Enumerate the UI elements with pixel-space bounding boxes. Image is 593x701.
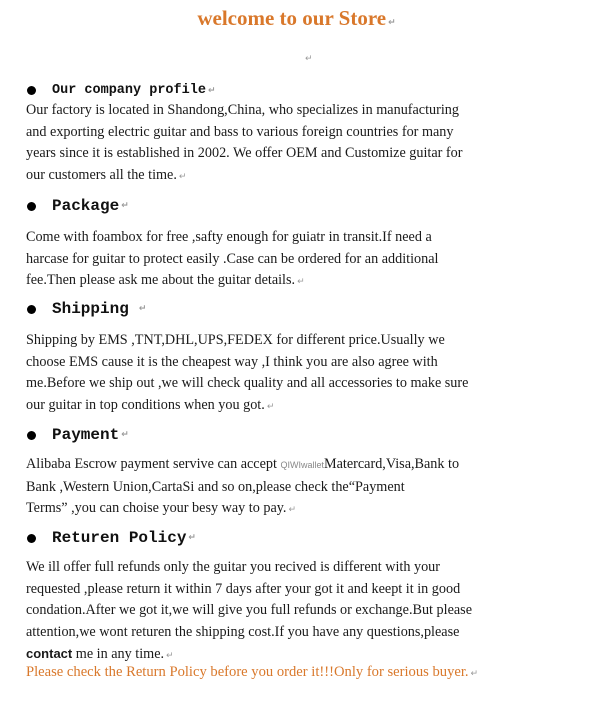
company-profile-paragraph	[26, 100, 588, 188]
paragraph-mark-icon: ↵	[266, 401, 275, 412]
bullet-icon	[27, 202, 36, 211]
bullet-icon	[27, 86, 36, 95]
paragraph-mark-icon: ↵	[288, 505, 297, 515]
paragraph-line-text: fee.Then please ask me about the guitar details.	[26, 272, 296, 288]
bullet-icon	[27, 431, 36, 440]
paragraph-line: Come with foambox for free ,safty enough for guiatr in transit.If need a	[26, 229, 432, 245]
paragraph-line: We ill offer full refunds only the guitar you recived is different with your	[26, 559, 440, 575]
paragraph-line	[26, 165, 588, 189]
payment-paragraph	[26, 454, 588, 522]
paragraph-line-text: our guitar in top conditions when you got.	[26, 396, 265, 413]
paragraph-line: condation.After we got it,we will give you full refunds or exchange.But please	[26, 602, 472, 618]
paragraph-line: Our factory is located in Shandong,China, who specializes in manufacturing	[26, 102, 459, 118]
paragraph-line-text: Alibaba Escrow payment servive can accept	[26, 456, 281, 472]
section-heading-return-policy	[27, 529, 196, 547]
paragraph-mark-icon: ↵	[305, 54, 313, 64]
paragraph-mark-icon: ↵	[121, 201, 129, 211]
paragraph-line-text: Terms” ,you can choise your besy way to pay.	[26, 500, 287, 516]
paragraph-mark-icon: ↵	[388, 18, 396, 28]
paragraph-line	[26, 270, 588, 294]
heading-text: Shipping	[52, 300, 129, 318]
paragraph-mark-icon: ↵	[166, 651, 174, 661]
paragraph-line	[26, 395, 588, 419]
paragraph-line: Shipping by EMS ,TNT,DHL,UPS,FEDEX for different price.Usually we	[26, 332, 445, 348]
paragraph-line: choose EMS cause it is the cheapest way ,I think you are also agree with	[26, 353, 438, 370]
shipping-paragraph	[26, 330, 588, 418]
section-heading-shipping	[27, 300, 146, 318]
paragraph-line: Bank ,Western Union,CartaSi and so on,please check the“Payment	[26, 478, 405, 495]
qiwi-wallet-logo: QIWIwallet	[280, 460, 324, 470]
paragraph-line-text: our customers all the time.	[26, 166, 177, 183]
paragraph-line-text: me in any time.	[72, 646, 165, 662]
heading-text: Returen Policy	[52, 529, 187, 547]
heading-text: Payment	[52, 426, 120, 444]
store-title-text: welcome to our Store	[197, 6, 387, 30]
bullet-icon	[27, 305, 36, 314]
section-heading-payment	[27, 426, 129, 444]
paragraph-mark-icon: ↵	[138, 304, 147, 314]
return-policy-paragraph	[26, 557, 588, 668]
heading-text: Package	[52, 197, 120, 215]
paragraph-line: harcase for guitar to protect easily .Case can be ordered for an additional	[26, 250, 439, 267]
contact-text: contact	[26, 646, 73, 661]
heading-text: Our company profile	[52, 83, 206, 98]
section-heading-company-profile	[27, 83, 215, 98]
serious-buyer-notice	[26, 664, 588, 681]
paragraph-mark-icon: ↵	[207, 85, 216, 96]
paragraph-mark-icon: ↵	[470, 669, 479, 679]
paragraph-mark-icon: ↵	[297, 277, 305, 287]
section-heading-package	[27, 197, 129, 215]
paragraph-line: years since it is established in 2002. We offer OEM and Customize guitar for	[26, 145, 463, 161]
paragraph-line	[26, 454, 588, 477]
paragraph-mark-icon: ↵	[188, 533, 196, 543]
notice-text: Please check the Return Policy before you order it!!!Only for serious buyer.	[26, 664, 469, 680]
paragraph-mark-icon: ↵	[178, 171, 187, 182]
paragraph-line: requested ,please return it within 7 days after your got it and keept it in good	[26, 580, 461, 597]
paragraph-line-text: Matercard,Visa,Bank to	[324, 456, 460, 472]
store-title	[0, 6, 593, 31]
bullet-icon	[27, 534, 36, 543]
paragraph-line: attention,we wont returen the shipping cost.If you have any questions,please	[26, 623, 460, 640]
paragraph-mark-icon: ↵	[121, 430, 129, 440]
paragraph-line	[26, 498, 588, 522]
paragraph-line: me.Before we ship out ,we will check quality and all accessories to make sure	[26, 375, 469, 391]
package-paragraph	[26, 227, 588, 294]
paragraph-line: and exporting electric guitar and bass to various foreign countries for many	[26, 123, 454, 140]
